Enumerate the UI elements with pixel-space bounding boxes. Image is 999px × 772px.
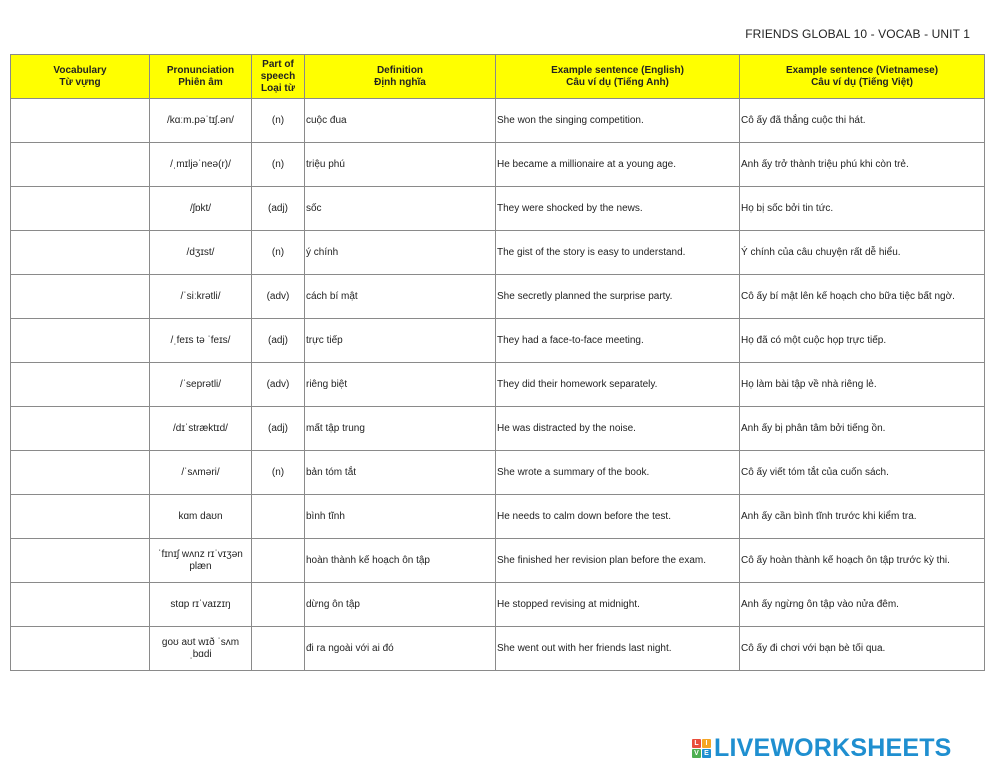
logo-mark-tile: I (702, 739, 711, 748)
example-vi-cell: Cô ấy đã thắng cuộc thi hát. (740, 99, 985, 143)
pronunciation-cell: /ˌmɪljəˈneə(r)/ (150, 143, 252, 187)
vocabulary-cell[interactable] (11, 231, 150, 275)
pronunciation-cell: stɑp rɪˈvaɪzɪŋ (150, 583, 252, 627)
part-of-speech-cell: (adv) (252, 363, 305, 407)
pronunciation-cell: /ˈsiːkrətli/ (150, 275, 252, 319)
vocabulary-cell[interactable] (11, 319, 150, 363)
pronunciation-cell: /dɪˈstræktɪd/ (150, 407, 252, 451)
definition-cell: bình tĩnh (305, 495, 496, 539)
vocabulary-cell[interactable] (11, 495, 150, 539)
definition-cell: triệu phú (305, 143, 496, 187)
vocabulary-cell[interactable] (11, 187, 150, 231)
definition-cell: riêng biệt (305, 363, 496, 407)
column-header-en: Example sentence (Vietnamese) (785, 64, 939, 76)
pronunciation-cell: goʊ aʊt wɪð ˈsʌmˌbɑdi (150, 627, 252, 671)
part-of-speech-cell: (n) (252, 451, 305, 495)
definition-cell: mất tập trung (305, 407, 496, 451)
pronunciation-cell: /ˈseprətli/ (150, 363, 252, 407)
table-header-row (11, 55, 985, 99)
column-header (150, 55, 252, 99)
definition-cell: ý chính (305, 231, 496, 275)
part-of-speech-cell: (n) (252, 99, 305, 143)
pronunciation-cell: /ˈsʌməri/ (150, 451, 252, 495)
column-header-vi: Câu ví dụ (Tiếng Anh) (566, 76, 669, 88)
example-en-cell: He was distracted by the noise. (496, 407, 740, 451)
example-vi-cell: Anh ấy bị phân tâm bởi tiếng ồn. (740, 407, 985, 451)
table-row (11, 143, 985, 187)
column-header (740, 55, 985, 99)
table-row (11, 363, 985, 407)
vocabulary-cell[interactable] (11, 627, 150, 671)
definition-cell: trực tiếp (305, 319, 496, 363)
example-vi-cell: Cô ấy đi chơi với bạn bè tối qua. (740, 627, 985, 671)
liveworksheets-logo (692, 733, 952, 763)
column-header-vi: Định nghĩa (374, 76, 426, 88)
column-header-vi: Từ vựng (59, 76, 101, 88)
example-en-cell: He needs to calm down before the test. (496, 495, 740, 539)
example-en-cell: She won the singing competition. (496, 99, 740, 143)
table-row (11, 451, 985, 495)
example-vi-cell: Anh ấy trở thành triệu phú khi còn trẻ. (740, 143, 985, 187)
example-vi-cell: Ý chính của câu chuyện rất dễ hiểu. (740, 231, 985, 275)
part-of-speech-cell: (n) (252, 231, 305, 275)
example-en-cell: They were shocked by the news. (496, 187, 740, 231)
logo-text: LIVEWORKSHEETS (714, 733, 952, 762)
example-en-cell: She secretly planned the surprise party. (496, 275, 740, 319)
example-en-cell: She wrote a summary of the book. (496, 451, 740, 495)
example-vi-cell: Cô ấy hoàn thành kế hoạch ôn tập trước kỳ thi. (740, 539, 985, 583)
example-vi-cell: Cô ấy bí mật lên kế hoạch cho bữa tiệc bất ngờ. (740, 275, 985, 319)
table-row (11, 583, 985, 627)
part-of-speech-cell: (n) (252, 143, 305, 187)
logo-mark-icon (692, 739, 711, 758)
example-vi-cell: Họ đã có một cuộc họp trực tiếp. (740, 319, 985, 363)
example-en-cell: She finished her revision plan before the exam. (496, 539, 740, 583)
document-title: FRIENDS GLOBAL 10 - VOCAB - UNIT 1 (745, 27, 970, 41)
definition-cell: sốc (305, 187, 496, 231)
vocabulary-cell[interactable] (11, 407, 150, 451)
pronunciation-cell: /ʃɒkt/ (150, 187, 252, 231)
definition-cell: cuộc đua (305, 99, 496, 143)
pronunciation-cell: /dʒɪst/ (150, 231, 252, 275)
table-body (11, 99, 985, 671)
part-of-speech-cell (252, 583, 305, 627)
column-header (11, 55, 150, 99)
column-header-en: Definition (376, 64, 424, 76)
table-row (11, 99, 985, 143)
pronunciation-cell: ˈfɪnɪʃ wʌnz rɪˈvɪʒən plæn (150, 539, 252, 583)
example-en-cell: They had a face-to-face meeting. (496, 319, 740, 363)
table-row (11, 275, 985, 319)
definition-cell: bản tóm tắt (305, 451, 496, 495)
part-of-speech-cell (252, 495, 305, 539)
definition-cell: đi ra ngoài với ai đó (305, 627, 496, 671)
logo-mark-tile: E (702, 749, 711, 758)
pronunciation-cell: kɑm daʊn (150, 495, 252, 539)
pronunciation-cell: /ˌfeɪs tə ˈfeɪs/ (150, 319, 252, 363)
column-header-vi: Loại từ (261, 82, 295, 94)
pronunciation-cell: /kɑːm.pəˈtɪʃ.ən/ (150, 99, 252, 143)
example-en-cell: He stopped revising at midnight. (496, 583, 740, 627)
table-row (11, 539, 985, 583)
example-vi-cell: Họ làm bài tập về nhà riêng lẻ. (740, 363, 985, 407)
table-row (11, 627, 985, 671)
table-row (11, 407, 985, 451)
table-row (11, 187, 985, 231)
part-of-speech-cell (252, 539, 305, 583)
column-header-en: Pronunciation (166, 64, 235, 76)
definition-cell: cách bí mật (305, 275, 496, 319)
column-header (252, 55, 305, 99)
vocabulary-table (10, 54, 985, 671)
example-en-cell: She went out with her friends last night. (496, 627, 740, 671)
example-vi-cell: Cô ấy viết tóm tắt của cuốn sách. (740, 451, 985, 495)
logo-mark-tile: V (692, 749, 701, 758)
column-header-en: Example sentence (English) (551, 64, 684, 76)
vocabulary-cell[interactable] (11, 451, 150, 495)
part-of-speech-cell (252, 627, 305, 671)
vocabulary-cell[interactable] (11, 99, 150, 143)
example-en-cell: He became a millionaire at a young age. (496, 143, 740, 187)
table-row (11, 495, 985, 539)
part-of-speech-cell: (adj) (252, 187, 305, 231)
column-header-vi: Phiên âm (178, 76, 223, 88)
definition-cell: dừng ôn tập (305, 583, 496, 627)
column-header (305, 55, 496, 99)
vocabulary-cell[interactable] (11, 539, 150, 583)
table-row (11, 231, 985, 275)
vocabulary-cell[interactable] (11, 583, 150, 627)
example-en-cell: The gist of the story is easy to understand. (496, 231, 740, 275)
column-header (496, 55, 740, 99)
example-vi-cell: Anh ấy cần bình tĩnh trước khi kiểm tra. (740, 495, 985, 539)
column-header-en: Part of speech (260, 58, 296, 82)
column-header-en: Vocabulary (53, 64, 107, 76)
vocabulary-cell[interactable] (11, 275, 150, 319)
vocabulary-cell[interactable] (11, 363, 150, 407)
part-of-speech-cell: (adj) (252, 319, 305, 363)
part-of-speech-cell: (adv) (252, 275, 305, 319)
column-header-vi: Câu ví dụ (Tiếng Việt) (811, 76, 913, 88)
vocabulary-cell[interactable] (11, 143, 150, 187)
example-vi-cell: Họ bị sốc bởi tin tức. (740, 187, 985, 231)
table-row (11, 319, 985, 363)
part-of-speech-cell: (adj) (252, 407, 305, 451)
example-vi-cell: Anh ấy ngừng ôn tập vào nửa đêm. (740, 583, 985, 627)
example-en-cell: They did their homework separately. (496, 363, 740, 407)
logo-mark-tile: L (692, 739, 701, 748)
definition-cell: hoàn thành kế hoạch ôn tập (305, 539, 496, 583)
